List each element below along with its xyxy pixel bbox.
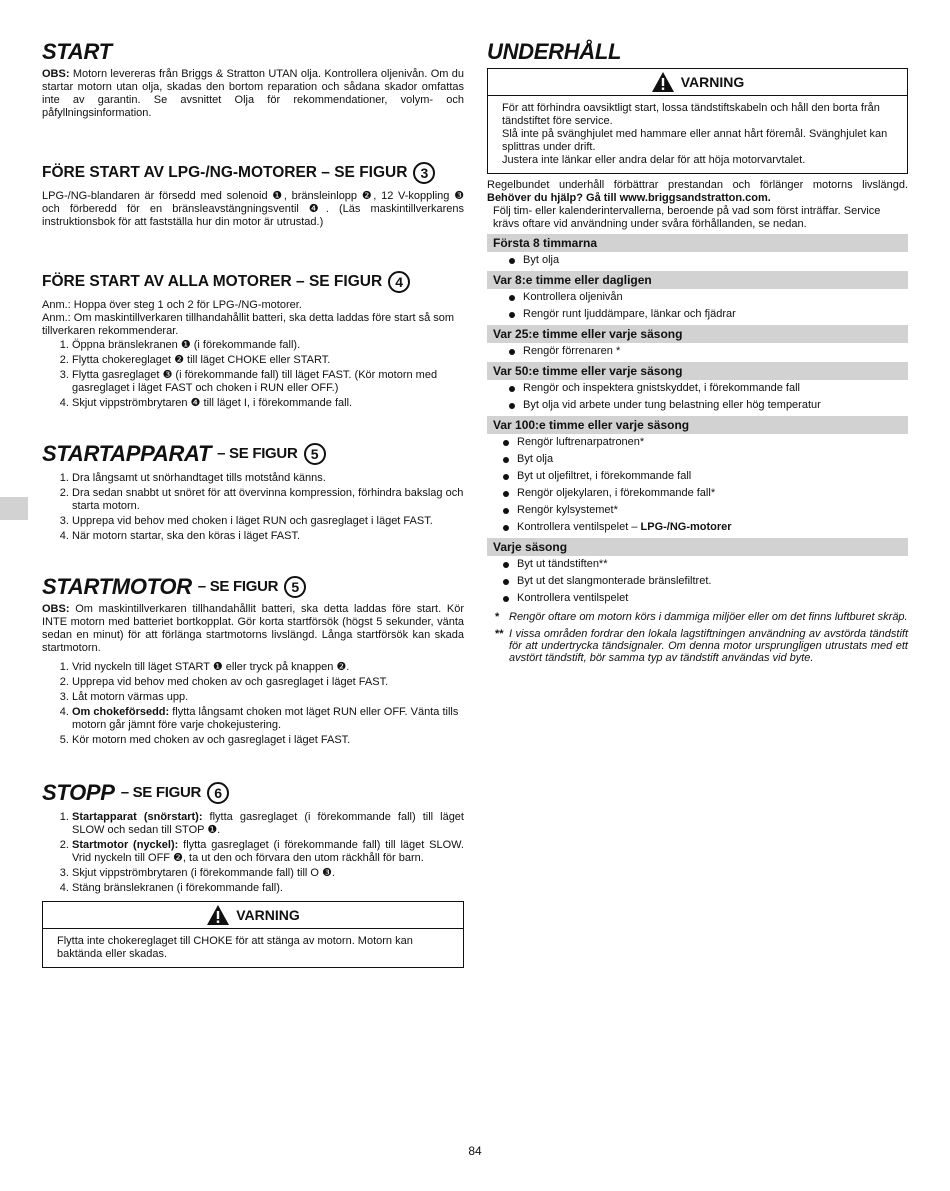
page-number: 84 [468,1144,482,1158]
warning-header [488,69,907,96]
bullet-icon [503,440,509,446]
help-link-text: Behöver du hjälp? Gå till www.briggsandstratton.com. [487,192,771,204]
list-item: Kontrollera ventilspelet [487,590,908,607]
step-label: Om chokeförsedd: [72,706,170,718]
all-engines-heading-text: FÖRE START AV ALLA MOTORER – SE FIGUR [42,273,383,290]
warning-line: Justera inte länkar eller andra delar för att höja motorvarvtalet. [502,154,806,166]
stopp-warning-box [42,901,464,968]
bullet-icon [503,596,509,602]
figure-ref-5: 5 [304,443,326,465]
underhall-heading: UNDERHÅLL [487,39,622,64]
bullet-icon [509,349,515,355]
list-item: Byt ut tändstiften** [487,556,908,573]
list-item [72,811,464,837]
startmotor-heading-text: STARTMOTOR [42,574,192,599]
list-item: 2. Dra sedan snabbt ut snöret för att övervinna kompression, förhindra bakslag och starta motorn. [72,487,464,513]
lpg-paragraph: LPG-/NG-blandaren är försedd med solenoid ❶, bränsleinlopp ❷, 12 V-koppling ❸ och förberedd för en bränsleavstängningsventil ❹. (Läs maskintillverkarens instruktionsbok för att fastställa hur din motor är utrustad.) [42,190,464,228]
step-text: flytta långsamt choken mot läget RUN eller OFF. Vänta tills motorn går jämnt före varje chokejustering. [72,706,459,731]
warning-triangle-icon [206,904,230,926]
figure-ref-3: 3 [413,162,435,184]
lpg-heading [42,162,464,184]
left-column [42,40,464,968]
warning-line: Slå inte på svänghjulet med hammare eller annat hårt föremål. Svänghjulet kan splittras under drift. [502,128,888,153]
list-item: Rengör oljekylaren, i förekommande fall* [487,485,908,502]
list-item: Byt ut oljefiltret, i förekommande fall [487,468,908,485]
obs-text: Om maskintillverkaren tillhandahållit batteri, ska detta laddas före start. Kör INTE motorn med batteriet bortkopplat. Gör korta startförsök (högst 5 sekunder, vänta sedan en minut) för att förlänga startmotorns livslängd. Långa startförsök kan skada startmotorn. [42,603,464,654]
footnote-mark: ** [495,628,504,640]
bullet-icon [509,312,515,318]
maintenance-schedule [487,234,908,607]
obs-label: OBS: [42,68,70,80]
bullet-icon [503,474,509,480]
bullet-icon [509,403,515,409]
footnote-mark: * [495,611,500,623]
warning-header [43,902,463,929]
step-label: Startapparat (snörstart): [72,811,203,823]
schedule-list [487,380,908,414]
all-engines-note-1: Anm.: Hoppa över steg 1 och 2 för LPG-/NG-motorer. [42,299,302,311]
step-text: flytta gasreglaget (i förekommande fall) till läget SLOW och sedan till STOP ❶. [72,811,464,836]
startmotor-steps [42,661,464,747]
startmotor-obs-paragraph [42,603,464,655]
list-item: Rengör förrenaren * [487,343,908,360]
bullet-icon [503,457,509,463]
list-item: Rengör runt ljuddämpare, länkar och fjädrar [487,306,908,323]
warning-triangle-icon [651,71,675,93]
maintenance-warning-box [487,68,908,174]
right-column [487,40,908,664]
intro-text: Regelbundet underhåll förbättrar prestandan och förlänger motorns livslängd. [487,179,908,191]
list-item: Rengör luftrenarpatronen* [487,434,908,451]
list-item: Byt olja [487,252,908,269]
stopp-heading [42,781,464,805]
list-item: Byt olja vid arbete under tung belastning eller hög temperatur [487,397,908,414]
list-item: Kontrollera oljenivån [487,289,908,306]
maintenance-intro-2: Följ tim- eller kalenderintervallerna, beroende på vad som först inträffar. Service krävs oftare vid användning under svåra förhållanden, se nedan. [493,205,881,230]
obs-label: OBS: [42,603,70,615]
bullet-icon [509,295,515,301]
schedule-list [487,343,908,360]
footnote-2 [487,628,908,664]
start-obs-paragraph [42,68,464,120]
bullet-icon [503,525,509,531]
figure-ref-6: 6 [207,782,229,804]
warning-text: Flytta inte chokereglaget till CHOKE för att stänga av motorn. Motorn kan baktända eller skadas. [57,935,413,960]
footnote-1 [487,611,908,623]
startapparat-heading [42,442,464,466]
warning-body [488,96,907,173]
schedule-header: Var 100:e timme eller varje säsong [487,416,908,434]
all-engines-heading [42,271,464,293]
list-item [72,706,464,732]
list-item: Byt olja [487,451,908,468]
schedule-list [487,289,908,323]
warning-title: VARNING [680,74,745,90]
obs-text: Motorn levereras från Briggs & Stratton UTAN olja. Kontrollera oljenivån. Om du startar motorn utan olja, skadas den bortom reparation och sådana skador omfattas inte av garantin. Se avsnittet Olja för rekommendationer, volym- och påfyllningsinformation. [42,68,464,119]
list-item: 4. När motorn startar, ska den köras i läget FAST. [72,530,464,543]
list-item: 2. Flytta chokereglaget ❷ till läget CHOKE eller START. [72,354,464,367]
warning-line: För att förhindra oavsiktligt start, lossa tändstiftskabeln och håll den borta från tändstiftet före service. [502,102,880,127]
schedule-list [487,556,908,607]
list-item: 3. Låt motorn värmas upp. [72,691,464,704]
bullet-icon [509,258,515,264]
schedule-header: Varje säsong [487,538,908,556]
footnote-text: I vissa områden fordrar den lokala lagstiftningen användning av avstörda tändstift för att undertrycka tändsignaler. Om denna motor ursprungligen utrustats med ett avstört tändstift, bör samma typ av tändstift användas vid byte. [509,628,908,664]
footnote-text: Rengör oftare om motorn körs i dammiga miljöer eller om det finns luftburet skräp. [509,611,908,623]
list-item: Rengör och inspektera gnistskyddet, i förekommande fall [487,380,908,397]
list-item: Kontrollera ventilspelet – LPG-/NG-motorer [487,519,908,536]
list-item: 1. Dra långsamt ut snörhandtaget tills motstånd känns. [72,472,464,485]
all-engines-steps [42,339,464,410]
all-engines-note-2: Anm.: Om maskintillverkaren tillhandahållit batteri, ska detta laddas före start så som tillverkaren rekommenderar. [42,312,455,337]
startmotor-heading [42,575,464,599]
list-item: 5. Kör motorn med choken av och gasreglaget i läget FAST. [72,734,464,747]
startapparat-steps [42,472,464,543]
stopp-heading-text: STOPP [42,780,115,805]
list-item [72,839,464,865]
list-item: Rengör kylsystemet* [487,502,908,519]
start-heading: START [42,39,112,64]
list-item: 3. Skjut vippströmbrytaren (i förekommande fall) till O ❸. [72,867,464,880]
bullet-icon [503,562,509,568]
lpg-heading-text: FÖRE START AV LPG-/NG-MOTORER – SE FIGUR [42,164,408,181]
list-item: 1. Vrid nyckeln till läget START ❶ eller tryck på knappen ❷. [72,661,464,674]
schedule-header: Första 8 timmarna [487,234,908,252]
se-figur-label: – SE FIGUR [217,445,298,462]
se-figur-label: – SE FIGUR [197,578,279,595]
list-item: 4. Skjut vippströmbrytaren ❹ till läget I, i förekommande fall. [72,397,464,410]
bullet-icon [503,491,509,497]
schedule-header: Var 25:e timme eller varje säsong [487,325,908,343]
list-item: 3. Upprepa vid behov med choken i läget RUN och gasreglaget i läget FAST. [72,515,464,528]
bullet-icon [503,508,509,514]
se-figur-label: – SE FIGUR [120,784,202,801]
list-item: 1. Öppna bränslekranen ❶ (i förekommande fall). [72,339,464,352]
step-text: flytta gasreglaget (i förekommande fall) till läget SLOW. Vrid nyckeln till OFF ❷, ta ut den och förvara den utom räckhåll för barn. [72,839,464,864]
warning-title: VARNING [236,907,300,923]
schedule-list [487,252,908,269]
schedule-header: Var 50:e timme eller varje säsong [487,362,908,380]
step-label: Startmotor (nyckel): [72,839,179,851]
bullet-icon [503,579,509,585]
bullet-icon [509,386,515,392]
schedule-header: Var 8:e timme eller dagligen [487,271,908,289]
section-tab-marker [0,497,28,520]
maintenance-intro [487,179,908,205]
list-item: Byt ut det slangmonterade bränslefiltret. [487,573,908,590]
schedule-list [487,434,908,536]
startapparat-heading-text: STARTAPPARAT [42,441,212,466]
list-item: 3. Flytta gasreglaget ❸ (i förekommande fall) till läget FAST. (Kör motorn med gasreglaget i läget FAST och choken i RUN eller OFF.) [72,369,464,395]
list-item: 2. Upprepa vid behov med choken av och gasreglaget i läget FAST. [72,676,464,689]
figure-ref-5: 5 [284,576,306,598]
list-item: 4. Stäng bränslekranen (i förekommande fall). [72,882,464,895]
stopp-steps [42,811,464,895]
figure-ref-4: 4 [388,271,410,293]
